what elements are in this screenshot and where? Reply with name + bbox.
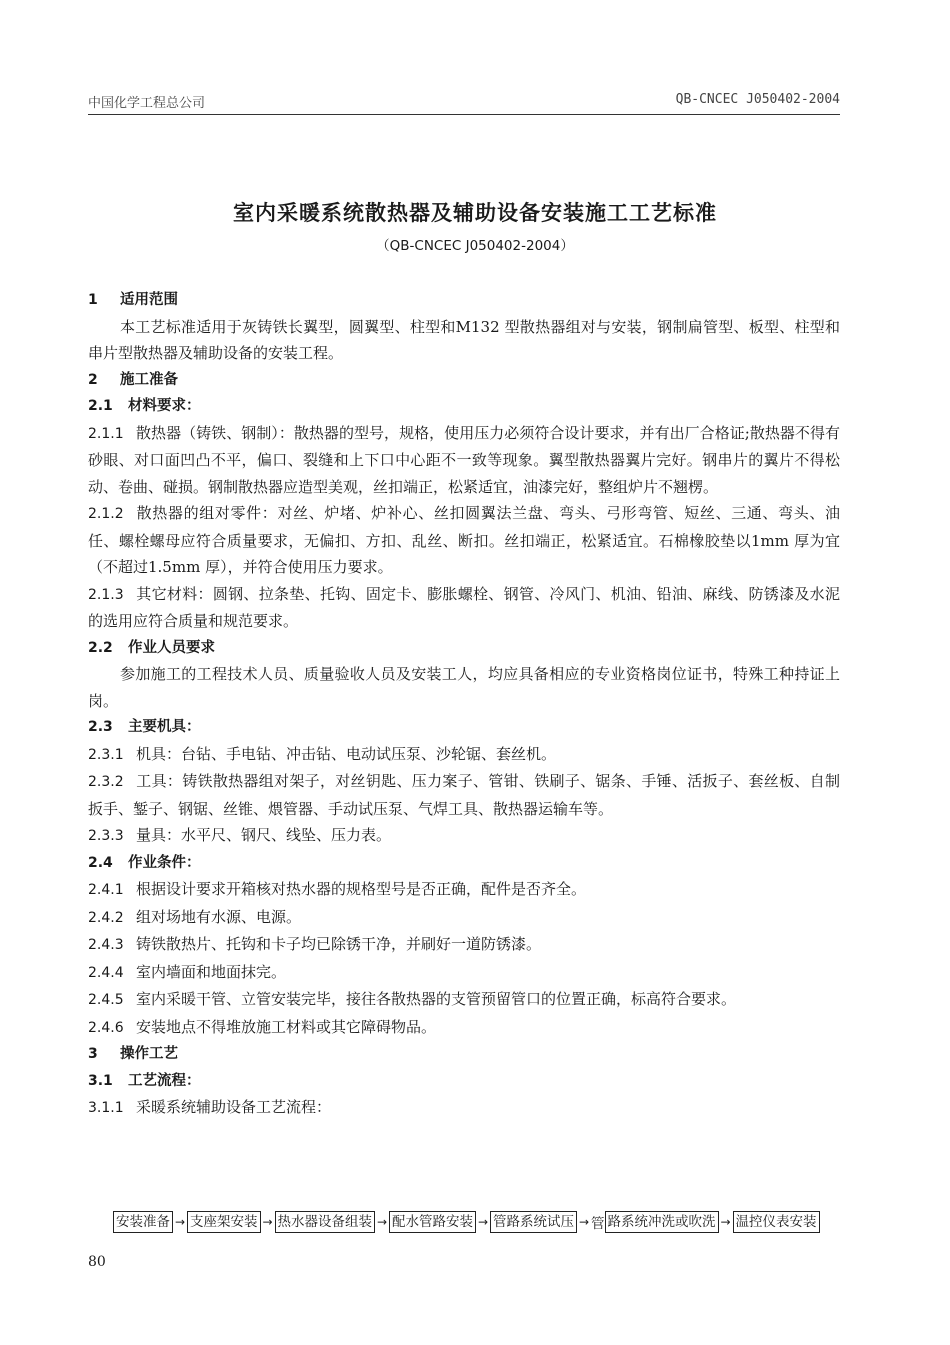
section-heading-1: 1 适用范围 bbox=[88, 292, 178, 308]
section-heading-2-1: 2.1 材料要求： bbox=[88, 398, 201, 414]
clause-2-3-1: 2.3.1 机具：台钻、手电钻、冲击钻、电动试压泵、沙轮锯、套丝机。 bbox=[88, 744, 557, 763]
section-heading-3: 3 操作工艺 bbox=[88, 1046, 178, 1062]
section-heading-2-2: 2.2 作业人员要求 bbox=[88, 639, 215, 656]
clause-2-4-5: 2.4.5 室内采暖干管、立管安装完毕，接往各散热器的支管预留管口的位置正确，标高符合要求。 bbox=[88, 990, 737, 1008]
document-subtitle: （QB-CNCEC J050402-2004） bbox=[376, 238, 574, 254]
arrow-right-icon: → bbox=[578, 1215, 590, 1229]
flow-step: 支座架安装 bbox=[187, 1211, 261, 1233]
arrow-right-icon: → bbox=[174, 1215, 186, 1229]
header-company: 中国化学工程总公司 bbox=[88, 96, 206, 111]
flow-step: 配水管路安装 bbox=[389, 1211, 476, 1233]
arrow-right-icon: → bbox=[720, 1215, 731, 1229]
section-heading-3-1: 3.1 工艺流程： bbox=[88, 1072, 201, 1089]
arrow-right-icon: → bbox=[477, 1215, 489, 1229]
clause-2-4-1: 2.4.1 根据设计要求开箱核对热水器的规格型号是否正确，配件是否齐全。 bbox=[88, 880, 587, 898]
clause-3-1-1: 3.1.1 采暖系统辅助设备工艺流程： bbox=[88, 1098, 332, 1116]
section-heading-2-3: 2.3 主要机具： bbox=[88, 719, 201, 735]
section-heading-2: 2 施工准备 bbox=[88, 371, 178, 388]
section-heading-2-4: 2.4 作业条件： bbox=[88, 854, 201, 871]
flow-step: 路系统冲洗或吹洗 bbox=[605, 1211, 719, 1233]
clause-2-4-6: 2.4.6 安装地点不得堆放施工材料或其它障碍物品。 bbox=[88, 1017, 437, 1036]
document-body bbox=[88, 287, 840, 1122]
flow-step: 管路系统试压 bbox=[490, 1211, 577, 1233]
flow-step: 热水器设备组装 bbox=[275, 1211, 376, 1233]
header-standard-code: QB-CNCEC J050402-2004 bbox=[675, 92, 840, 107]
clause-2-3-3: 2.3.3 量具：水平尺、钢尺、线坠、压力表。 bbox=[88, 826, 392, 844]
clause-2-4-2: 2.4.2 组对场地有水源、电源。 bbox=[88, 907, 302, 926]
process-flow-diagram bbox=[113, 1211, 820, 1233]
page-header bbox=[88, 90, 840, 115]
document-title: 室内采暖系统散热器及辅助设备安装施工工艺标准 bbox=[233, 201, 717, 225]
clause-2-1-1: 2.1.1 散热器（铸铁、钢制）：散热器的型号，规格，使用压力必须符合设计要求，并有出厂合格证;散热器不得有砂眼、对口面凹凸不平，偏口、裂缝和上下口中心距不一致等现象。翼型散热器翼片完好。钢串片的翼片不得松动、卷曲、碰损。钢制散热器应造型美观，丝扣端正，松紧适宜，油漆完好，整组炉片不翘楞。 bbox=[88, 423, 840, 496]
clause-2-4-3: 2.4.3 铸铁散热片、托钩和卡子均已除锈干净，并刷好一道防锈漆。 bbox=[88, 935, 542, 953]
clause-2-1-2: 2.1.2 散热器的组对零件：对丝、炉堵、炉补心、丝扣圆翼法兰盘、弯头、弓形弯管、短丝、三通、弯头、油任、螺栓螺母应符合质量要求，无偏扣、方扣、乱丝、断扣。丝扣端正，松紧适宜。石棉橡胶垫以1mm 厚为宜（不超过1.5mm 厚），并符合使用压力要求。 bbox=[88, 504, 840, 576]
arrow-right-icon: → bbox=[376, 1215, 388, 1229]
clause-2-3-2: 2.3.2 工具：铸铁散热器组对架子，对丝钥匙、压力案子、管钳、铁刷子、锯条、手锤、活扳子、套丝板、自制扳手、錾子、钢锯、丝锥、煨管器、手动试压泵、气焊工具、散热器运输车等。 bbox=[88, 772, 840, 818]
page-number: 80 bbox=[88, 1254, 106, 1270]
arrow-right-icon: → bbox=[262, 1215, 273, 1229]
flow-step: 安装准备 bbox=[113, 1211, 173, 1233]
section-2-2-paragraph: 参加施工的工程技术人员、质量验收人员及安装工人，均应具备相应的专业资格岗位证书，特殊工种持证上岗。 bbox=[88, 665, 840, 710]
clause-2-4-4: 2.4.4 室内墙面和地面抹完。 bbox=[88, 962, 287, 981]
flow-stray-char: 管 bbox=[591, 1216, 605, 1232]
clause-2-1-3: 2.1.3 其它材料：圆钢、拉条垫、托钩、固定卡、膨胀螺栓、钢管、冷风门、机油、铅油、麻线、防锈漆及水泥的选用应符合质量和规范要求。 bbox=[88, 584, 840, 630]
flow-step: 温控仪表安装 bbox=[733, 1211, 820, 1233]
section-1-paragraph: 本工艺标准适用于灰铸铁长翼型，圆翼型、柱型和M132 型散热器组对与安装，钢制扁管型、板型、柱型和串片型散热器及辅助设备的安装工程。 bbox=[88, 317, 840, 362]
